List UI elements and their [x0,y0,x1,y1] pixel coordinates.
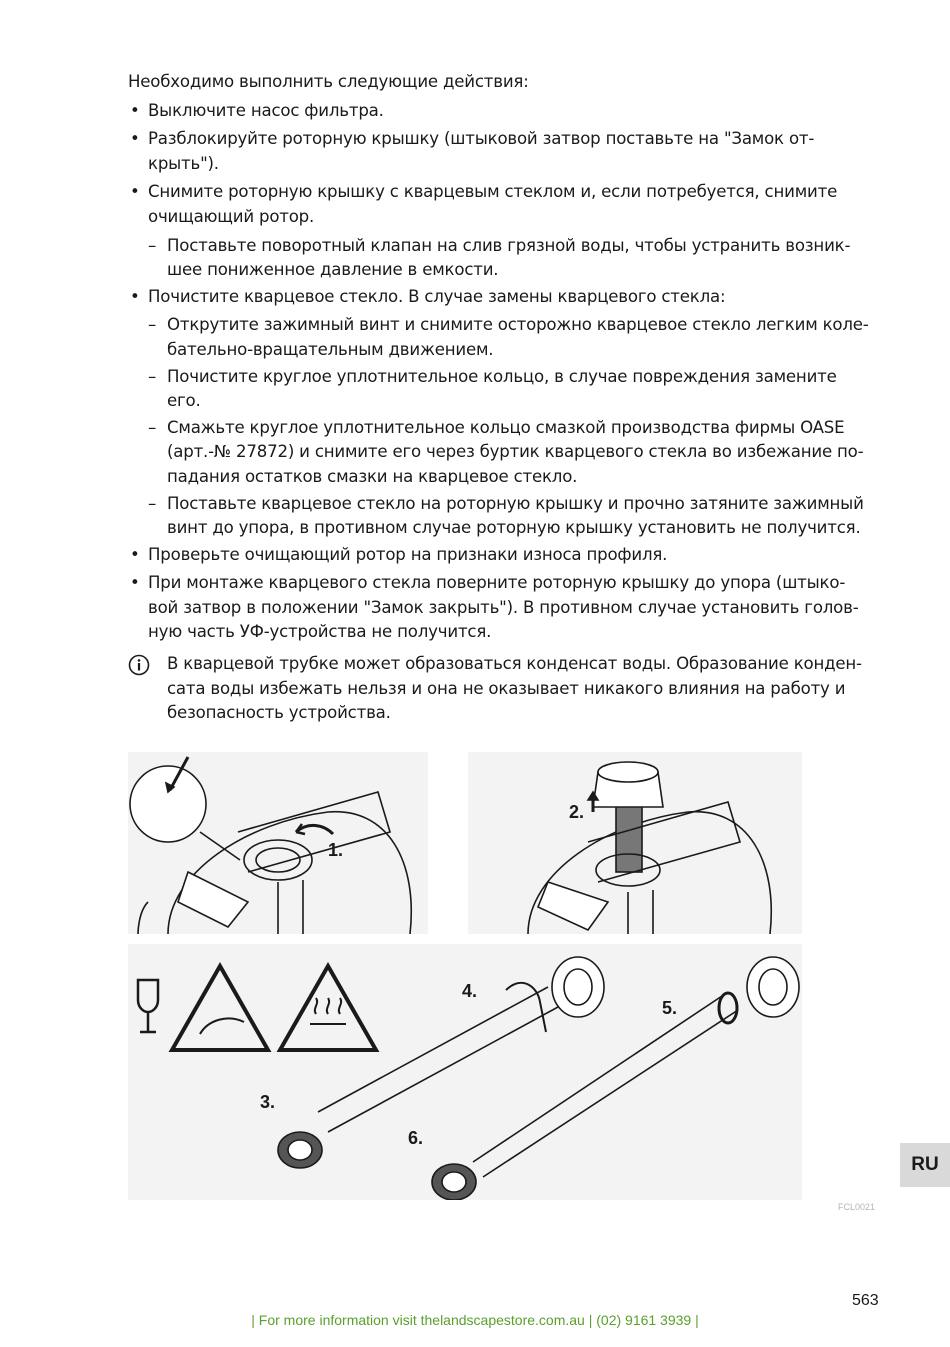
dash-marker: – [148,315,157,335]
sub-step-line: падания остатков смазки на кварцевое стекло. [167,466,578,486]
step-line: При монтаже кварцевого стекла поверните роторную крышку до упора (штыко- [148,573,846,593]
bullet-marker: • [130,100,140,120]
step-line: Снимите роторную крышку с кварцевым стеклом и, если потребуется, снимите [148,182,838,202]
bullet-marker: • [130,544,140,564]
sub-step-item [128,365,888,414]
step-label-5: 5. [662,998,678,1018]
sub-step-line: Поставьте кварцевое стекло на роторную крышку и прочно затяните зажимный [167,493,864,513]
sub-step-line: бательно-вращательным движением. [167,339,494,359]
footer-contact: | For more information visit thelandscapestore.com.au | (02) 9161 3939 | [251,1312,699,1328]
step-label-3: 3. [260,1092,276,1112]
step-label-2: 2. [569,802,585,822]
step-item [128,571,888,645]
dash-marker: – [148,366,157,386]
info-note [128,652,888,726]
step-line: очищающий ротор. [148,206,315,226]
figure-code: FCL0021 [838,1202,876,1212]
sub-step-line: Смажьте круглое уплотнительное кольцо смазкой производства фирмы OASE [167,417,845,437]
panel-unlock-cover [128,752,428,934]
dash-marker: – [148,493,157,513]
bullet-marker: • [130,286,140,306]
note-text [167,652,888,726]
sub-step-line: Поставьте поворотный клапан на слив грязной воды, чтобы устранить возник- [167,235,851,255]
step-item [128,180,888,229]
note-line: В кварцевой трубке может образоваться конденсат воды. Образование конден- [167,654,862,673]
step-label-4: 4. [462,981,478,1001]
note-line: безопасность устройства. [167,703,391,723]
step-item [128,285,888,310]
step-line: ную часть УФ-устройства не получится. [148,622,492,642]
step-line: Проверьте очищающий ротор на признаки износа профиля. [148,544,668,564]
sub-step-line: Почистите круглое уплотнительное кольцо, в случае повреждения замените [167,366,837,386]
sub-step-item [128,313,888,362]
sub-step-item [128,492,888,541]
step-line: Почистите кварцевое стекло. В случае замены кварцевого стекла: [148,286,726,306]
note-line: сата воды избежать нельзя и она не оказывает никакого влияния на работу и [167,678,846,698]
step-line: Разблокируйте роторную крышку (штыковой затвор поставьте на "Замок от- [148,129,815,149]
bullet-marker: • [130,182,140,202]
step-label-1: 1. [328,840,344,860]
step-item [128,99,888,124]
panel-remove-cover [468,752,802,934]
dash-marker: – [148,235,157,255]
step-line: Выключите насос фильтра. [148,100,384,120]
intro-text: Необходимо выполнить следующие действия: [128,72,529,91]
sub-step-line: винт до упора, в противном случае роторную крышку установить не получится. [167,518,861,538]
dash-marker: – [148,417,157,437]
step-line: вой затвор в положении "Замок закрыть"). В противном случае установить голов- [148,597,859,617]
instructions-block [128,70,888,649]
language-tab: RU [900,1143,950,1187]
page-number: 563 [852,1292,879,1309]
sub-step-item [128,416,888,490]
sub-step-line: Открутите зажимный винт и снимите осторожно кварцевое стекло легким коле- [167,315,869,335]
step-label-6: 6. [408,1128,424,1148]
step-line: крыть"). [148,153,219,173]
sub-step-line: (арт.-№ 27872) и снимите его через буртик кварцевого стекла во избежание по- [167,442,864,462]
sub-step-line: его. [167,391,201,411]
maintenance-illustration [128,752,802,1200]
sub-step-line: шее пониженное давление в емкости. [167,260,499,280]
step-item [128,543,888,568]
steps-list [128,99,888,645]
bullet-marker: • [130,573,140,593]
bullet-marker: • [130,129,140,149]
step-item [128,127,888,176]
info-circle-icon [128,654,150,676]
sub-step-item [128,234,888,283]
